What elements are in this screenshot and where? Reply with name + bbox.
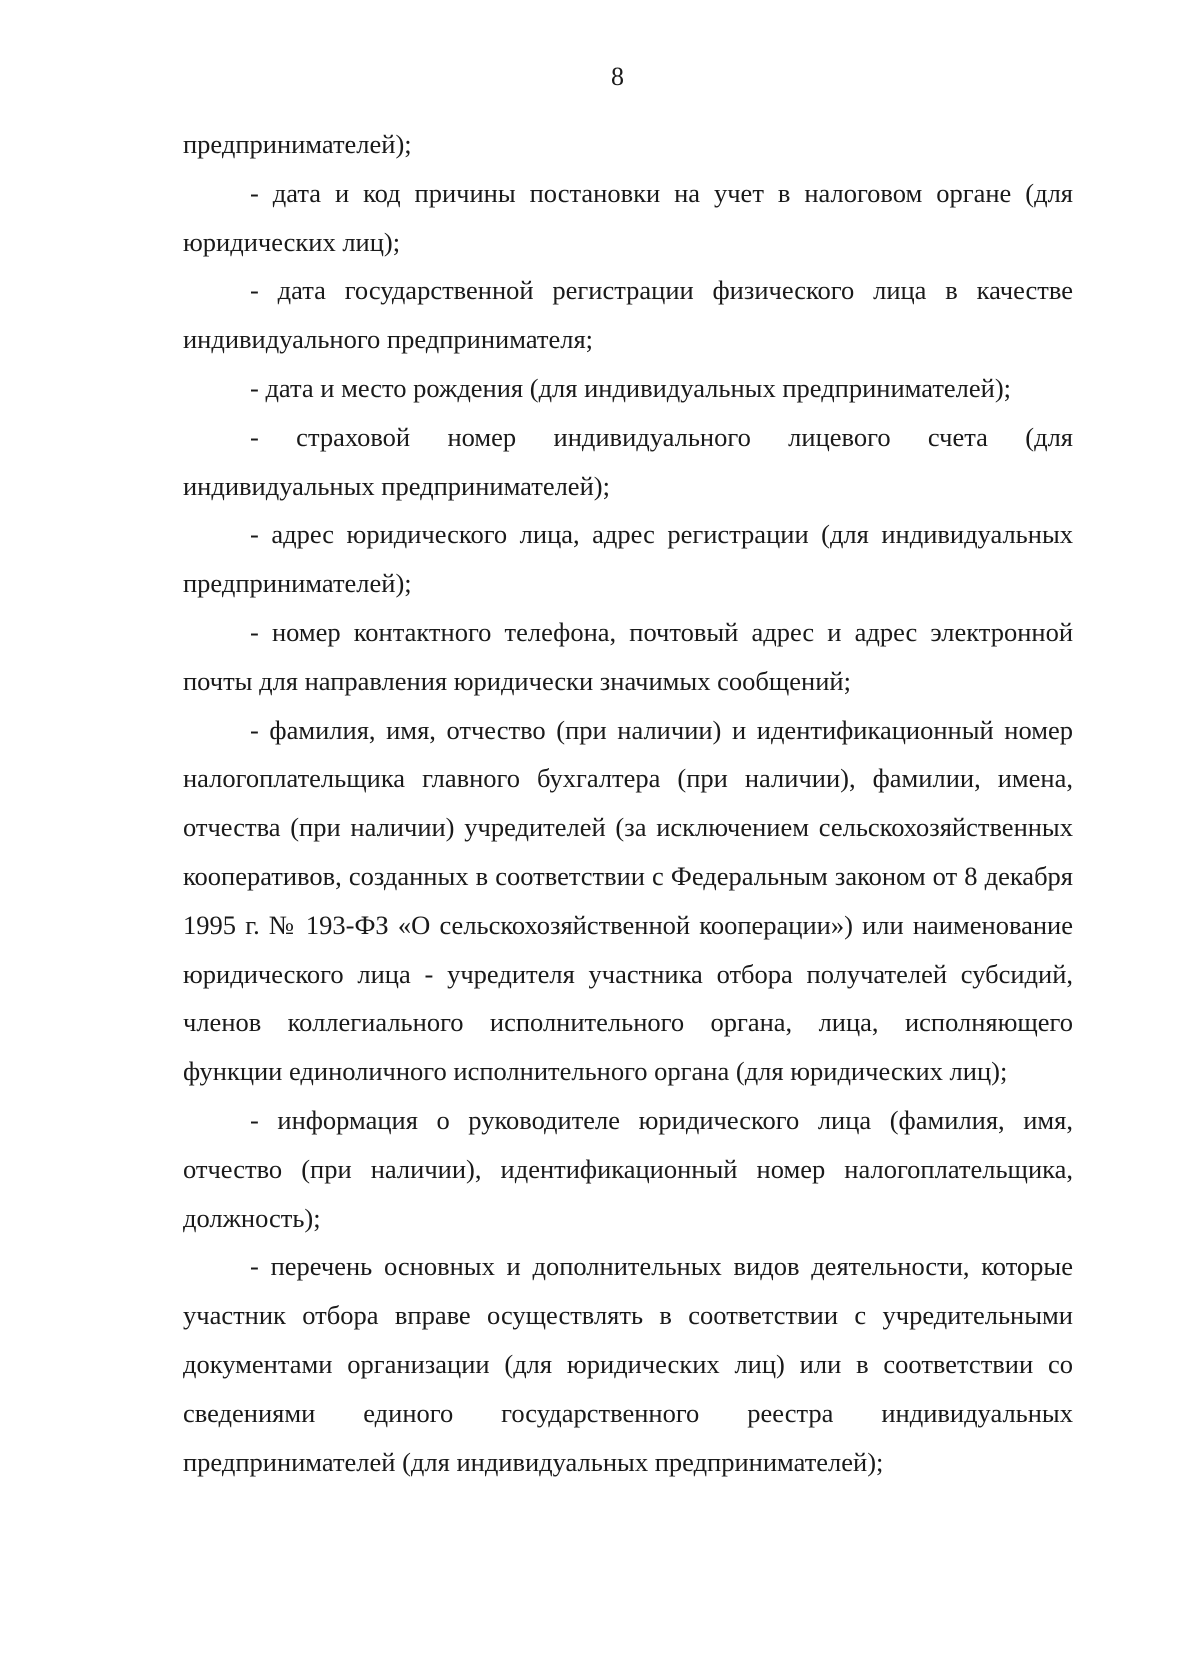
- list-item-address: - адрес юридического лица, адрес регистрации (для индивидуальных предпринимателей);: [183, 519, 1073, 599]
- list-item-contact-info: - номер контактного телефона, почтовый адрес и адрес электронной почты для направления юридически значимых сообщений;: [183, 616, 1073, 696]
- list-item-head-info: - информация о руководителе юридического лица (фамилия, имя, отчество (при наличии), идентификационный номер налогоплательщика, должность);: [183, 1104, 1073, 1233]
- list-item-birth-date-place: - дата и место рождения (для индивидуальных предпринимателей);: [250, 372, 1012, 403]
- paragraph-continuation: предпринимателей);: [183, 129, 412, 159]
- list-item-state-registration-date: - дата государственной регистрации физического лица в качестве индивидуального предпринимателя;: [183, 275, 1073, 355]
- list-item-founders-info: - фамилия, имя, отчество (при наличии) и идентификационный номер налогоплательщика главного бухгалтера (при наличии), фамилии, имена, отчества (при наличии) учредителей (за исключением сельскохозяйственных кооперативов, созданных в соответствии с Федеральным законом от 8 декабря 1995 г. № 193-ФЗ «О сельскохозяйственной кооперации») или наименование юридического лица - учредителя участника отбора получателей субсидий, членов коллегиального исполнительного органа, лица, исполняющего функции единоличного исполнительного органа (для юридических лиц);: [183, 714, 1073, 1087]
- page-number: 8: [611, 62, 624, 91]
- list-item-registration-date: - дата и код причины постановки на учет в налоговом органе (для юридических лиц);: [183, 177, 1073, 257]
- list-item-activities: - перечень основных и дополнительных видов деятельности, которые участник отбора вправе осуществлять в соответствии с учредительными документами организации (для юридических лиц) или в соответствии со сведениями единого государственного реестра индивидуальных предпринимателей (для индивидуальных предпринимателей);: [183, 1251, 1073, 1477]
- document-body: [183, 120, 1073, 1486]
- list-item-insurance-number: - страховой номер индивидуального лицевого счета (для индивидуальных предпринимателей);: [183, 421, 1073, 501]
